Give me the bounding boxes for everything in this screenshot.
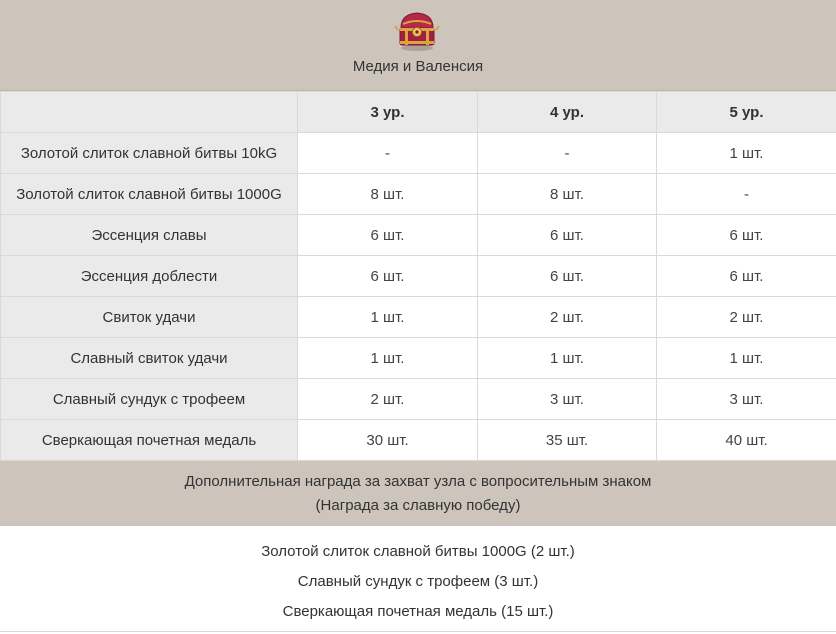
extra-reward-list — [0, 526, 836, 632]
table-cell: 6 шт. — [478, 215, 657, 256]
column-header — [1, 92, 298, 133]
row-label: Славный свиток удачи — [1, 338, 298, 379]
table-cell: 1 шт. — [657, 133, 836, 174]
row-label: Сверкающая почетная медаль — [1, 420, 298, 461]
table-cell: 1 шт. — [657, 338, 836, 379]
row-label: Золотой слиток славной битвы 1000G — [1, 174, 298, 215]
table-row — [1, 174, 836, 215]
table-cell: - — [298, 133, 478, 174]
table-cell: - — [657, 174, 836, 215]
column-header: 5 ур. — [657, 92, 836, 133]
table-cell: 30 шт. — [298, 420, 478, 461]
table-cell: 6 шт. — [298, 215, 478, 256]
table-header-row — [1, 92, 836, 133]
region-header — [0, 0, 836, 91]
extra-reward-header — [0, 461, 836, 526]
column-header: 4 ур. — [478, 92, 657, 133]
table-cell: 6 шт. — [298, 256, 478, 297]
row-label: Славный сундук с трофеем — [1, 379, 298, 420]
table-cell: 2 шт. — [298, 379, 478, 420]
row-label: Эссенция славы — [1, 215, 298, 256]
column-header: 3 ур. — [298, 92, 478, 133]
row-label: Свиток удачи — [1, 297, 298, 338]
row-label: Золотой слиток славной битвы 10kG — [1, 133, 298, 174]
table-cell: 3 шт. — [657, 379, 836, 420]
extra-reward-title: Дополнительная награда за захват узла с вопросительным знаком — [184, 473, 652, 490]
list-item: Золотой слиток славной битвы 1000G (2 шт.) — [261, 543, 575, 560]
table-cell: 6 шт. — [657, 215, 836, 256]
table-cell: - — [478, 133, 657, 174]
list-item: Славный сундук с трофеем (3 шт.) — [297, 573, 539, 590]
table-cell: 1 шт. — [298, 338, 478, 379]
table-row — [1, 215, 836, 256]
table-cell: 6 шт. — [478, 256, 657, 297]
treasure-chest-icon — [394, 8, 440, 52]
table-cell: 1 шт. — [298, 297, 478, 338]
rewards-table — [0, 91, 836, 461]
table-row — [1, 256, 836, 297]
table-cell: 6 шт. — [657, 256, 836, 297]
region-title: Медия и Валенсия — [352, 58, 484, 75]
table-cell: 2 шт. — [478, 297, 657, 338]
row-label: Эссенция доблести — [1, 256, 298, 297]
extra-reward-subtitle: (Награда за славную победу) — [315, 497, 521, 514]
table-row — [1, 338, 836, 379]
table-cell: 8 шт. — [478, 174, 657, 215]
table-cell: 3 шт. — [478, 379, 657, 420]
list-item: Сверкающая почетная медаль (15 шт.) — [282, 603, 554, 620]
table-cell: 8 шт. — [298, 174, 478, 215]
table-row — [1, 379, 836, 420]
table-row — [1, 133, 836, 174]
table-cell: 1 шт. — [478, 338, 657, 379]
table-cell: 2 шт. — [657, 297, 836, 338]
table-cell: 40 шт. — [657, 420, 836, 461]
table-row — [1, 420, 836, 461]
table-row — [1, 297, 836, 338]
table-cell: 35 шт. — [478, 420, 657, 461]
